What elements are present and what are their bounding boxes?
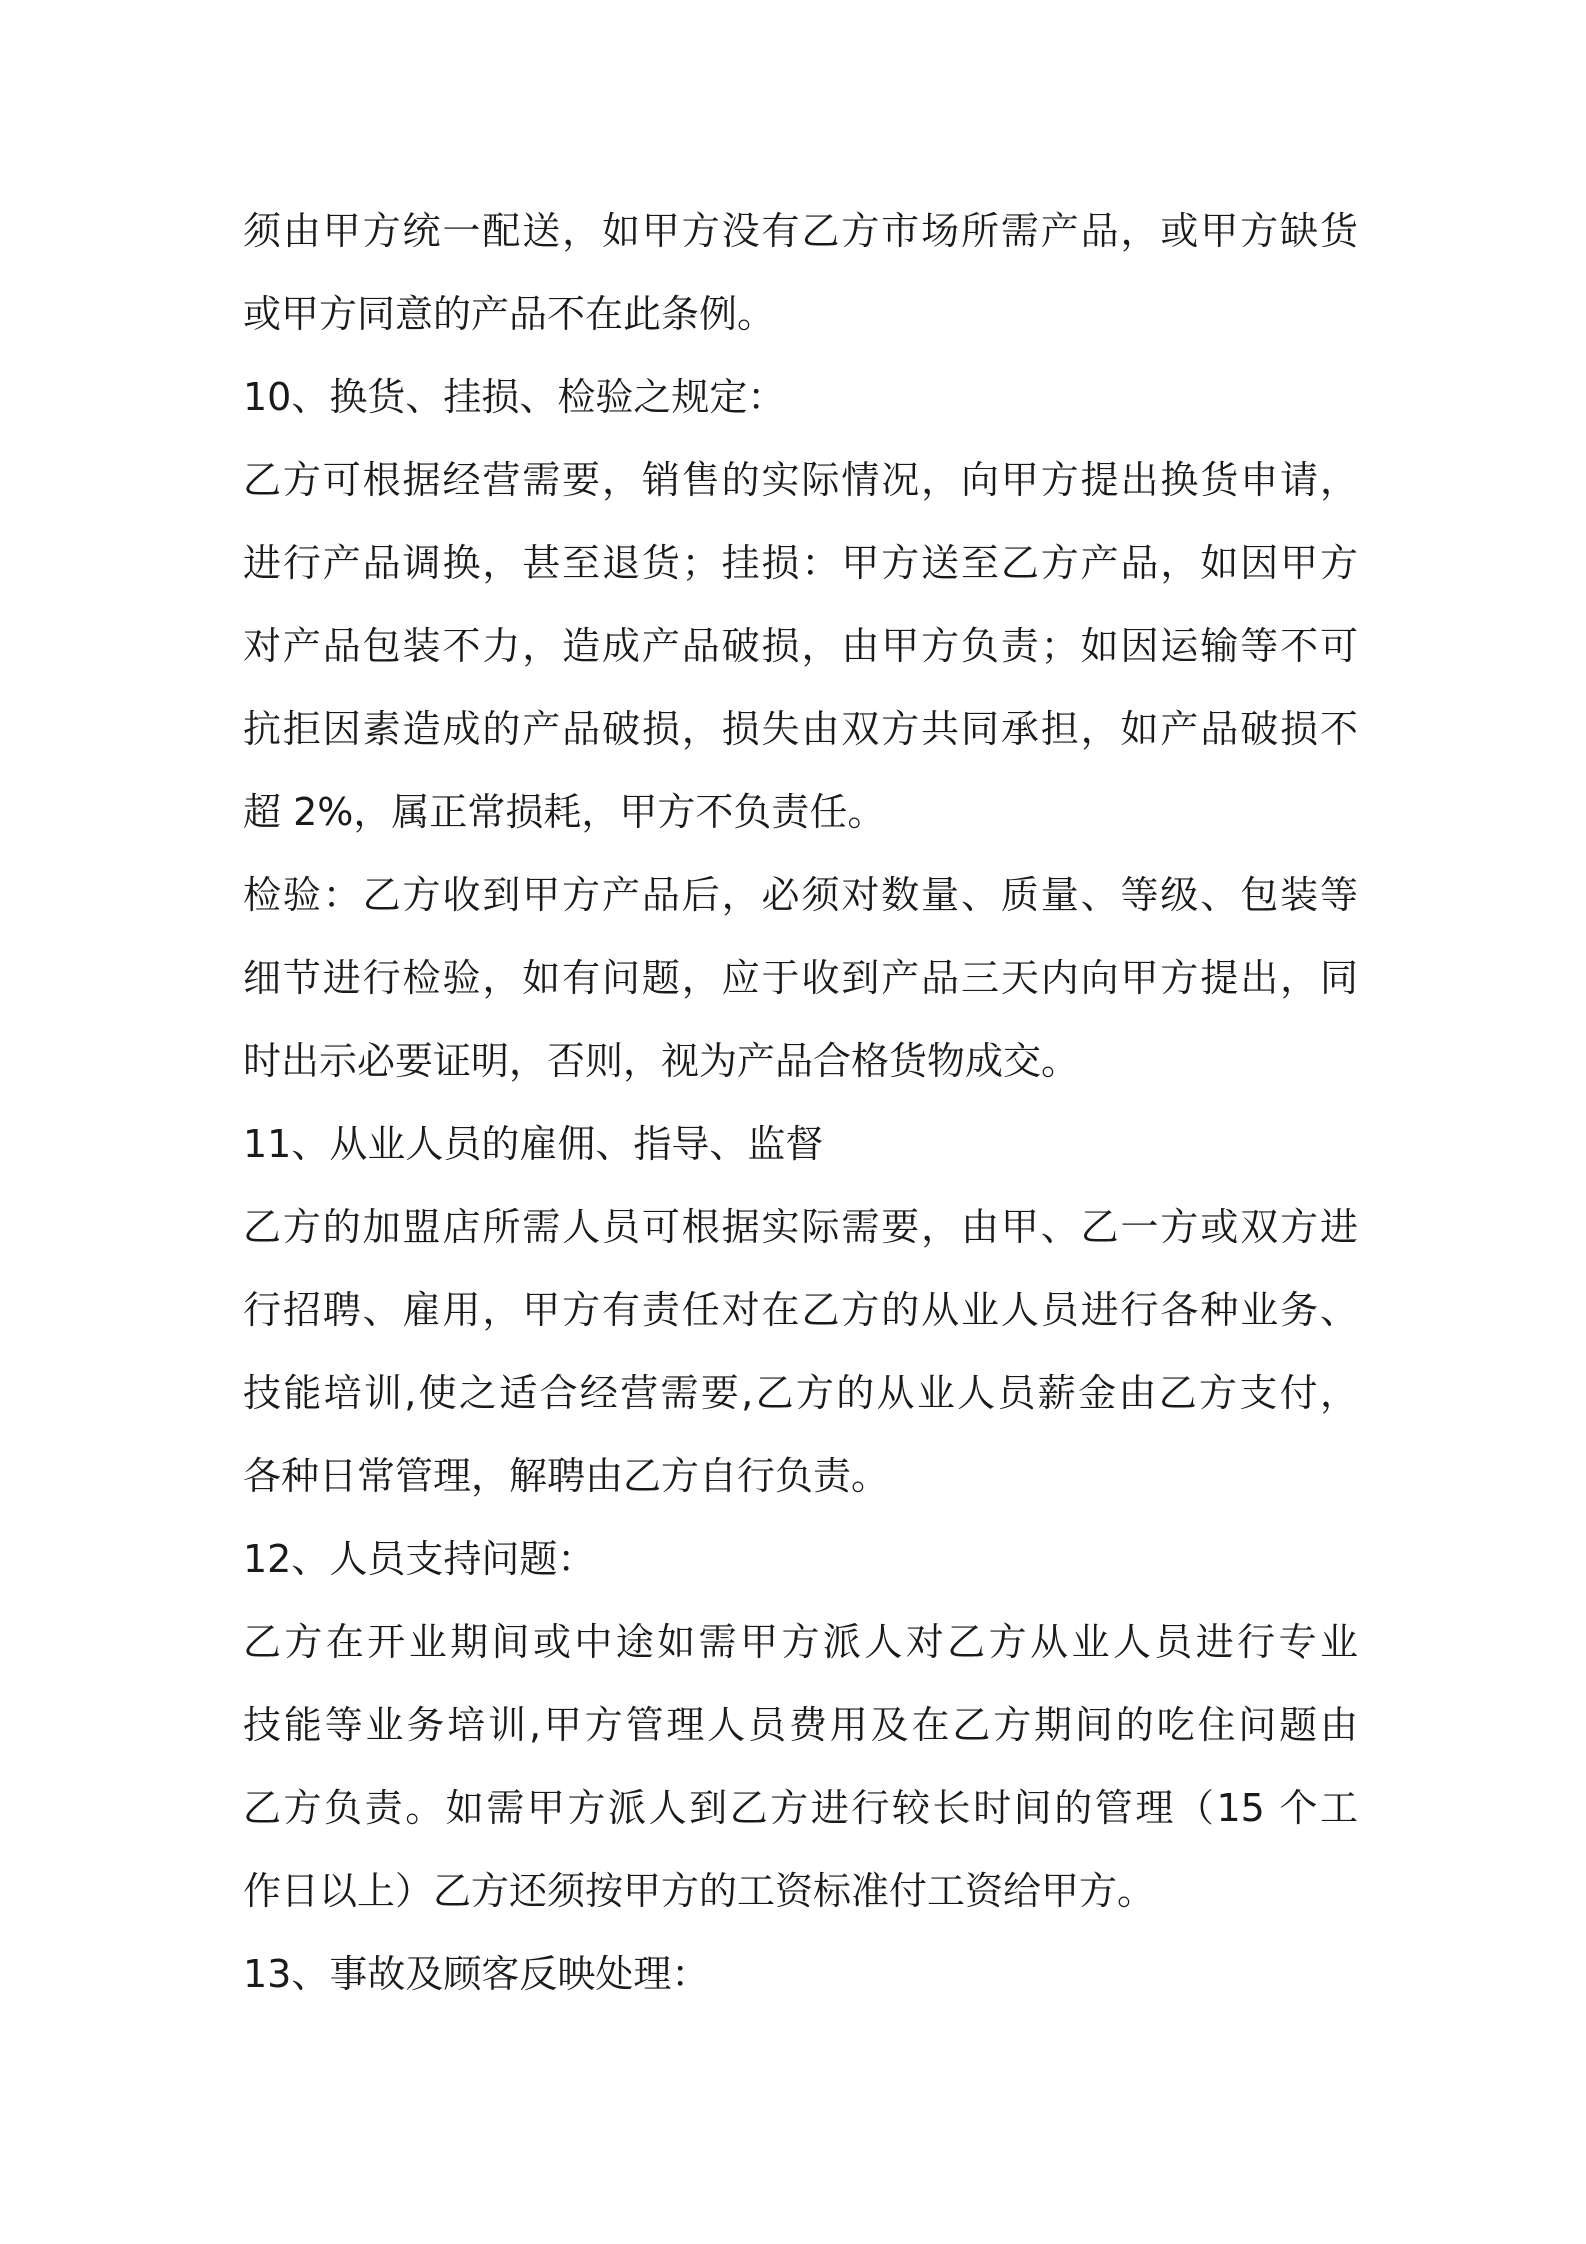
- text-line-15: 技能培训,使之适合经营需要,乙方的从业人员薪金由乙方支付，: [243, 1371, 1358, 1415]
- text-line-18: 乙方在开业期间或中途如需甲方派人对乙方从业人员进行专业: [243, 1620, 1358, 1664]
- text-line-11: 时出示必要证明，否则，视为产品合格货物成交。: [243, 1039, 1080, 1083]
- text-line-14: 行招聘、雇用，甲方有责任对在乙方的从业人员进行各种业务、: [243, 1288, 1358, 1332]
- text-line-10: 细节进行检验，如有问题，应于收到产品三天内向甲方提出，同: [243, 956, 1358, 1000]
- text-line-4: 乙方可根据经营需要，销售的实际情况，向甲方提出换货申请，: [243, 458, 1358, 502]
- text-line-6: 对产品包装不力，造成产品破损，由甲方负责；如因运输等不可: [243, 624, 1358, 668]
- text-line-8: 超 2%，属正常损耗，甲方不负责任。: [243, 790, 886, 834]
- text-line-7: 抗拒因素造成的产品破损，损失由双方共同承担，如产品破损不: [243, 707, 1358, 751]
- contract-text-body: [243, 190, 1358, 2016]
- text-line-13: 乙方的加盟店所需人员可根据实际需要，由甲、乙一方或双方进: [243, 1205, 1358, 1249]
- text-line-2: 或甲方同意的产品不在此条例。: [243, 292, 776, 336]
- text-line-21: 作日以上）乙方还须按甲方的工资标准付工资给甲方。: [243, 1869, 1156, 1913]
- text-line-9: 检验：乙方收到甲方产品后，必须对数量、质量、等级、包装等: [243, 873, 1358, 917]
- section-heading-13: 13、事故及顾客反映处理：: [243, 1952, 710, 1996]
- text-line-19: 技能等业务培训,甲方管理人员费用及在乙方期间的吃住问题由: [243, 1703, 1358, 1747]
- text-line-1: 须由甲方统一配送，如甲方没有乙方市场所需产品，或甲方缺货: [243, 209, 1358, 253]
- section-heading-10: 10、换货、挂损、检验之规定：: [243, 375, 786, 419]
- text-line-20: 乙方负责。如需甲方派人到乙方进行较长时间的管理（15 个工: [243, 1786, 1358, 1830]
- section-heading-11: 11、从业人员的雇佣、指导、监督: [243, 1122, 824, 1166]
- text-line-5: 进行产品调换，甚至退货；挂损：甲方送至乙方产品，如因甲方: [243, 541, 1358, 585]
- text-line-16: 各种日常管理，解聘由乙方自行负责。: [243, 1454, 890, 1498]
- section-heading-12: 12、人员支持问题：: [243, 1537, 596, 1581]
